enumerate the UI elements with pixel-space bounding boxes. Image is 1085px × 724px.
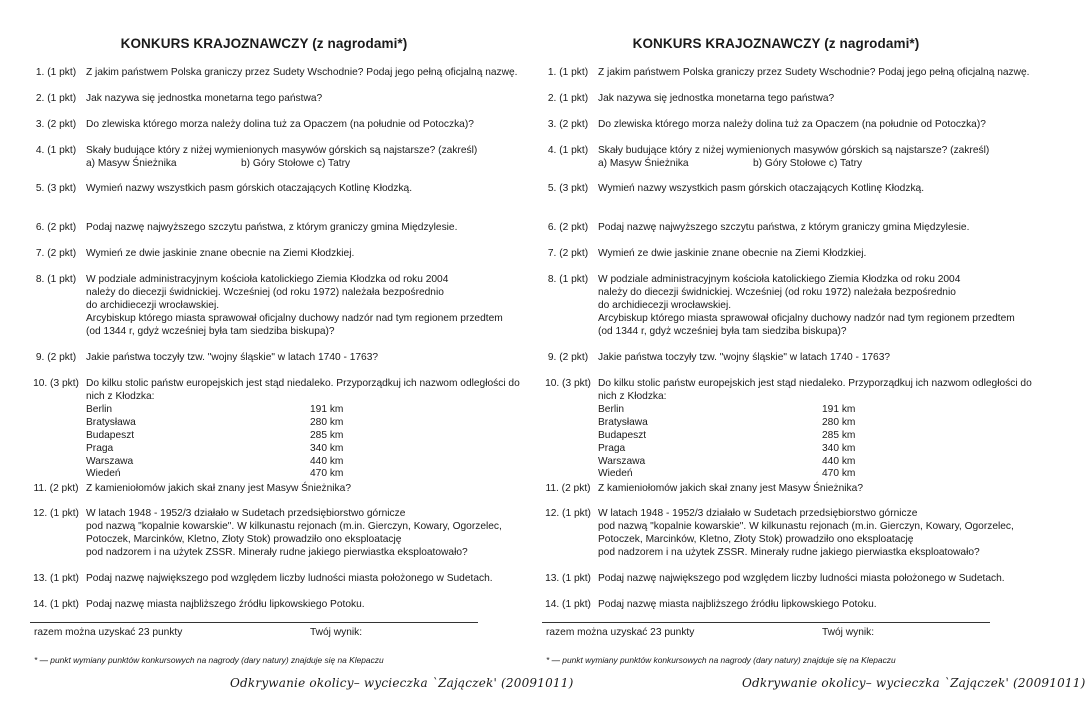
totals-row (34, 627, 474, 638)
question-number: 11. (2 pkt) (545, 483, 591, 494)
city-row (86, 429, 496, 442)
question-line: Wymień ze dwie jaskinie znane obecnie na Ziemi Kłodzkiej. (598, 248, 867, 259)
question-number: 14. (1 pkt) (33, 599, 79, 610)
city-distance: 440 km (822, 455, 856, 467)
question-text (598, 221, 1008, 234)
question-line: Z jakim państwem Polska graniczy przez Sudety Wschodnie? Podaj jego pełną oficjalną nazwę. (86, 67, 518, 78)
question-line: Do zlewiska którego morza należy dolina tuż za Opaczem (na południe od Potoczka)? (86, 119, 474, 130)
question-number: 2. (1 pkt) (35, 93, 77, 104)
question-line: Podaj nazwę największego pod względem liczby ludności miasta położonego w Sudetach. (598, 573, 1005, 584)
question-number: 8. (1 pkt) (35, 274, 77, 285)
question-text (598, 351, 1008, 364)
sheet-title: KONKURS KRAJOZNAWCZY (z nagrodami*) (120, 36, 408, 51)
question-text (86, 66, 518, 79)
question-line: Podaj nazwę miasta najbliższego źródłu lipkowskiego Potoku. (86, 599, 365, 610)
question-line: (od 1344 r, gdyż wcześniej była tam siedziba biskupa)? (598, 326, 847, 337)
question-number: 9. (2 pkt) (35, 352, 77, 363)
option-c[interactable]: c) Tatry (316, 158, 351, 169)
answer-options (598, 157, 1008, 170)
city-distance: 191 km (822, 404, 856, 415)
question-text (86, 572, 496, 585)
question-number: 6. (2 pkt) (547, 222, 589, 233)
city-row (86, 416, 496, 429)
question-line: Do kilku stolic państw europejskich jest stąd niedaleko. Przyporządkuj ich nazwom odległości do (86, 378, 520, 389)
question-line: nich z Kłodzka: (598, 391, 667, 402)
question-line: należy do diecezji świdnickiej. Wcześniej (od roku 1972) należała bezpośrednio (86, 287, 444, 298)
question-line: Wymień nazwy wszystkich pasm górskich otaczających Kotlinę Kłodzką. (86, 183, 413, 194)
city-row (598, 467, 1008, 480)
city-row (86, 442, 496, 455)
sheet-title: KONKURS KRAJOZNAWCZY (z nagrodami*) (632, 36, 920, 51)
question-line: Jak nazywa się jednostka monetarna tego państwa? (86, 93, 323, 104)
question-number: 9. (2 pkt) (547, 352, 589, 363)
footnote: * — punkt wymiany punktów konkursowych na nagrody (dary natury) znajduje się na Klepaczu (34, 655, 384, 665)
question-text (598, 118, 1008, 131)
question-number: 5. (3 pkt) (547, 183, 589, 194)
question-line: Podaj nazwę najwyższego szczytu państwa, z którym graniczy gmina Międzylesie. (86, 222, 458, 233)
question-text (598, 66, 1030, 79)
question-line: pod nazwą "kopalnie kowarskie". W kilkunastu rejonach (m.in. Gierczyn, Kowary, Ogorzelec, (86, 521, 502, 532)
event-signature: Odkrywanie okolicy– wycieczka `Zajączek' (20091011) (742, 676, 1085, 690)
question-number: 3. (2 pkt) (35, 119, 77, 130)
question-text (598, 247, 1008, 260)
question-text (598, 507, 1014, 559)
city-distance: 340 km (822, 442, 856, 454)
question-number: 6. (2 pkt) (35, 222, 77, 233)
question-line: pod nadzorem i na użytek ZSSR. Minerały rudne jakiego pierwiastka eksploatowało? (598, 547, 980, 558)
total-points: razem można uzyskać 23 punkty (34, 627, 183, 638)
question-text (86, 118, 496, 131)
question-number: 12. (1 pkt) (545, 508, 591, 519)
question-line: nich z Kłodzka: (86, 391, 155, 402)
question-line: Z jakim państwem Polska graniczy przez Sudety Wschodnie? Podaj jego pełną oficjalną nazwę. (598, 67, 1030, 78)
question-number: 12. (1 pkt) (33, 508, 79, 519)
city-name: Wiedeń (598, 468, 633, 480)
option-a[interactable]: a) Masyw Śnieżnika (86, 158, 177, 169)
question-number: 3. (2 pkt) (547, 119, 589, 130)
question-text (598, 182, 1008, 195)
city-row (86, 403, 496, 416)
city-name: Warszawa (598, 455, 646, 467)
question-text (86, 92, 496, 105)
question-line: Do zlewiska którego morza należy dolina tuż za Opaczem (na południe od Potoczka)? (598, 119, 986, 130)
city-row (598, 429, 1008, 442)
question-text (86, 182, 496, 195)
question-number: 8. (1 pkt) (547, 274, 589, 285)
question-text (598, 144, 1008, 170)
city-row (598, 416, 1008, 429)
question-line: Wymień ze dwie jaskinie znane obecnie na Ziemi Kłodzkiej. (86, 248, 355, 259)
question-number: 4. (1 pkt) (547, 145, 589, 156)
question-line: Potoczek, Marcinków, Kletno, Złoty Stok) prowadziło ono eksploatację (598, 534, 914, 545)
question-text (598, 598, 1008, 611)
question-line: Jak nazywa się jednostka monetarna tego państwa? (598, 93, 835, 104)
totals-row (546, 627, 986, 638)
question-number: 7. (2 pkt) (547, 248, 589, 259)
question-number: 2. (1 pkt) (547, 93, 589, 104)
city-distance: 191 km (310, 404, 344, 415)
question-line: do archidiecezji wrocławskiej. (598, 300, 732, 311)
city-row (598, 403, 1008, 416)
question-text (598, 92, 1008, 105)
question-line: Do kilku stolic państw europejskich jest stąd niedaleko. Przyporządkuj ich nazwom odległości do (598, 378, 1032, 389)
question-text (86, 273, 503, 338)
quiz-sheet-right (542, 0, 1085, 724)
question-number: 10. (3 pkt) (545, 378, 591, 389)
question-line: Arcybiskup którego miasta sprawował oficjalny duchowy nadzór nad tym regionem przedtem (598, 313, 1015, 324)
city-distance: 280 km (310, 416, 344, 428)
city-name: Praga (86, 442, 114, 454)
question-line: Skały budujące który z niżej wymienionych masywów górskich są najstarsze? (zakreśl) (598, 145, 990, 156)
question-number: 10. (3 pkt) (33, 378, 79, 389)
question-line: Potoczek, Marcinków, Kletno, Złoty Stok) prowadziło ono eksploatację (86, 534, 402, 545)
city-row (598, 455, 1008, 468)
city-name: Bratysława (86, 416, 136, 428)
question-line: Podaj nazwę największego pod względem liczby ludności miasta położonego w Sudetach. (86, 573, 493, 584)
question-number: 1. (1 pkt) (547, 67, 589, 78)
question-line: W latach 1948 - 1952/3 działało w Sudetach przedsiębiorstwo górnicze (598, 508, 918, 519)
footnote: * — punkt wymiany punktów konkursowych na nagrody (dary natury) znajduje się na Klepaczu (546, 655, 896, 665)
city-name: Budapeszt (598, 429, 647, 441)
city-distance: 470 km (822, 468, 856, 480)
question-number: 4. (1 pkt) (35, 145, 77, 156)
score-label: Twój wynik: (310, 627, 363, 638)
city-distance: 280 km (822, 416, 856, 428)
question-line: Jakie państwa toczyły tzw. "wojny śląskie" w latach 1740 - 1763? (86, 352, 379, 363)
option-b[interactable]: b) Góry Stołowe (241, 158, 315, 169)
city-distance: 440 km (310, 455, 344, 467)
question-number: 14. (1 pkt) (545, 599, 591, 610)
question-text (598, 482, 1008, 495)
option-c[interactable]: c) Tatry (828, 158, 863, 169)
option-b[interactable]: b) Góry Stołowe (753, 158, 827, 169)
question-text (86, 247, 496, 260)
score-label: Twój wynik: (822, 627, 875, 638)
question-number: 11. (2 pkt) (33, 483, 79, 494)
question-text (86, 507, 502, 559)
city-distance: 470 km (310, 468, 344, 480)
question-number: 13. (1 pkt) (33, 573, 79, 584)
question-number: 5. (3 pkt) (35, 183, 77, 194)
question-line: pod nazwą "kopalnie kowarskie". W kilkunastu rejonach (m.in. Gierczyn, Kowary, Ogorzelec, (598, 521, 1014, 532)
divider-line (542, 622, 990, 623)
question-line: (od 1344 r, gdyż wcześniej była tam siedziba biskupa)? (86, 326, 335, 337)
total-points: razem można uzyskać 23 punkty (546, 627, 695, 638)
city-name: Warszawa (86, 455, 134, 467)
question-line: należy do diecezji świdnickiej. Wcześniej (od roku 1972) należała bezpośrednio (598, 287, 956, 298)
city-name: Berlin (86, 404, 113, 415)
question-line: Podaj nazwę najwyższego szczytu państwa, z którym graniczy gmina Międzylesie. (598, 222, 970, 233)
question-line: W podziale administracyjnym kościoła katolickiego Ziemia Kłodzka od roku 2004 (86, 274, 449, 285)
question-line: do archidiecezji wrocławskiej. (86, 300, 220, 311)
city-row (86, 455, 496, 468)
question-text (86, 351, 496, 364)
city-distance: 340 km (310, 442, 344, 454)
question-line: W podziale administracyjnym kościoła katolickiego Ziemia Kłodzka od roku 2004 (598, 274, 961, 285)
city-row (598, 442, 1008, 455)
question-line: Z kamieniołomów jakich skał znany jest Masyw Śnieżnika? (86, 483, 351, 494)
divider-line (30, 622, 478, 623)
question-number: 13. (1 pkt) (545, 573, 591, 584)
question-line: Z kamieniołomów jakich skał znany jest Masyw Śnieżnika? (598, 483, 863, 494)
question-line: Wymień nazwy wszystkich pasm górskich otaczających Kotlinę Kłodzką. (598, 183, 925, 194)
city-name: Berlin (598, 404, 625, 415)
question-text (598, 273, 1015, 338)
question-number: 7. (2 pkt) (35, 248, 77, 259)
option-a[interactable]: a) Masyw Śnieżnika (598, 158, 689, 169)
city-name: Praga (598, 442, 626, 454)
event-signature: Odkrywanie okolicy– wycieczka `Zajączek' (20091011) (230, 676, 574, 690)
answer-options (86, 157, 496, 170)
question-line: pod nadzorem i na użytek ZSSR. Minerały rudne jakiego pierwiastka eksploatowało? (86, 547, 468, 558)
city-name: Wiedeń (86, 468, 121, 480)
question-text (86, 482, 496, 495)
question-text (86, 377, 520, 480)
question-line: W latach 1948 - 1952/3 działało w Sudetach przedsiębiorstwo górnicze (86, 508, 406, 519)
question-line: Skały budujące który z niżej wymienionych masywów górskich są najstarsze? (zakreśl) (86, 145, 478, 156)
city-name: Bratysława (598, 416, 648, 428)
question-number: 1. (1 pkt) (35, 67, 77, 78)
city-distance: 285 km (310, 429, 344, 441)
city-distance: 285 km (822, 429, 856, 441)
question-text (86, 221, 496, 234)
question-text (598, 377, 1032, 480)
question-line: Arcybiskup którego miasta sprawował oficjalny duchowy nadzór nad tym regionem przedtem (86, 313, 503, 324)
question-line: Podaj nazwę miasta najbliższego źródłu lipkowskiego Potoku. (598, 599, 877, 610)
question-text (86, 598, 496, 611)
quiz-sheet-left (30, 0, 574, 724)
question-text (598, 572, 1008, 585)
question-text (86, 144, 496, 170)
city-name: Budapeszt (86, 429, 135, 441)
city-row (86, 467, 496, 480)
question-line: Jakie państwa toczyły tzw. "wojny śląskie" w latach 1740 - 1763? (598, 352, 891, 363)
